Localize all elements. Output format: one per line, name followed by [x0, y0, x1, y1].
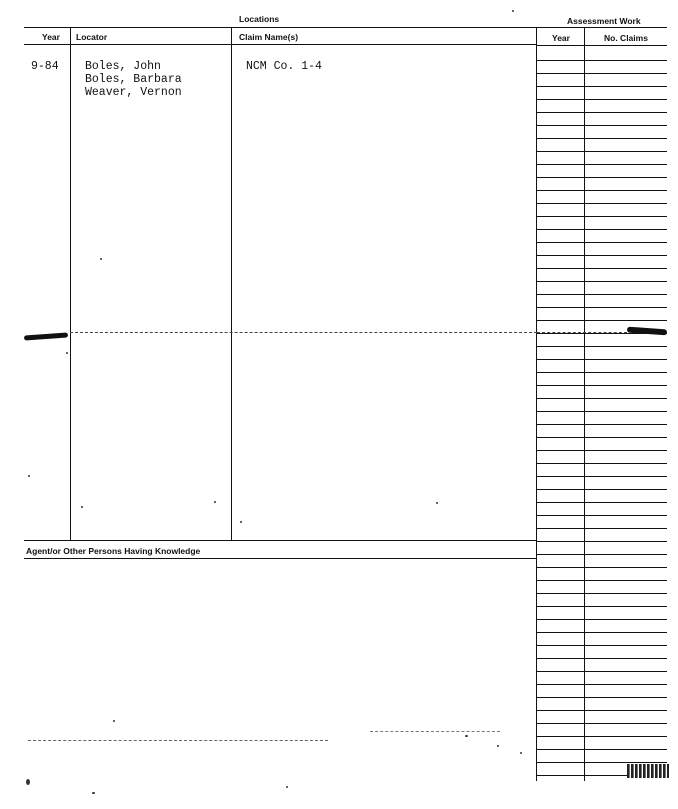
ledger-row-line	[537, 671, 667, 672]
agent-section-label: Agent/or Other Persons Having Knowledge	[26, 546, 201, 556]
speck	[512, 10, 514, 12]
ledger-row-line	[537, 281, 667, 282]
divider-claims-aw	[536, 27, 537, 781]
ledger-row-line	[537, 60, 667, 61]
divider-year-locator	[70, 27, 71, 540]
ledger-row-line	[537, 723, 667, 724]
ledger-row-line	[537, 567, 667, 568]
assessment-work-header: Assessment Work	[567, 16, 641, 26]
table-bottom-rule	[24, 540, 537, 541]
locator-line: Boles, John	[85, 60, 161, 73]
ledger-row-line	[537, 359, 667, 360]
ledger-row-line	[537, 151, 667, 152]
ledger-row-line	[537, 385, 667, 386]
ledger-row-line	[537, 177, 667, 178]
ledger-row-line	[537, 229, 667, 230]
ledger-row-line	[537, 424, 667, 425]
ledger-row-line	[537, 762, 667, 763]
ledger-row-line	[537, 346, 667, 347]
speck	[92, 792, 95, 794]
ledger-row-line	[537, 203, 667, 204]
claim-name: NCM Co. 1-4	[246, 60, 322, 73]
record-year: 9-84	[31, 60, 59, 73]
divider-locator-claims	[231, 27, 232, 540]
ledger-row-line	[537, 99, 667, 100]
ledger-row-line	[537, 528, 667, 529]
ledger-row-line	[537, 684, 667, 685]
ledger-row-line	[537, 268, 667, 269]
ledger-row-line	[537, 463, 667, 464]
speck	[240, 521, 242, 523]
speck	[28, 475, 30, 477]
ledger-row-line	[537, 593, 667, 594]
ledger-row-line	[537, 515, 667, 516]
ledger-row-line	[537, 710, 667, 711]
ledger-row-line	[537, 489, 667, 490]
col-header-locator: Locator	[76, 32, 108, 42]
header-rule	[24, 44, 537, 45]
divider-aw-year-claims	[584, 27, 585, 781]
locations-header: Locations	[239, 14, 280, 24]
col-header-no-claims: No. Claims	[604, 33, 648, 43]
speck	[286, 786, 288, 788]
ledger-row-line	[537, 450, 667, 451]
ledger-row-line	[537, 242, 667, 243]
ledger-row-line	[537, 372, 667, 373]
ledger-row-line	[537, 307, 667, 308]
ledger-row-line	[537, 554, 667, 555]
speck	[465, 735, 468, 737]
ledger-row-line	[537, 619, 667, 620]
ledger-row-line	[537, 476, 667, 477]
ledger-row-line	[537, 164, 667, 165]
ledger-row-line	[537, 749, 667, 750]
aw-header-rule	[537, 45, 667, 46]
col-header-claim-names: Claim Name(s)	[239, 32, 299, 42]
speck	[100, 258, 102, 260]
ledger-row-line	[537, 255, 667, 256]
ledger-row-line	[537, 411, 667, 412]
speck	[113, 720, 115, 722]
ledger-row-line	[537, 125, 667, 126]
locator-line: Boles, Barbara	[85, 73, 182, 86]
ledger-row-line	[537, 697, 667, 698]
speck	[436, 502, 438, 504]
ledger-row-line	[537, 112, 667, 113]
ledger-row-line	[537, 437, 667, 438]
corner-stamp	[627, 764, 669, 778]
speck	[81, 506, 83, 508]
ledger-row-line	[537, 294, 667, 295]
col-header-aw-year: Year	[552, 33, 570, 43]
top-rule	[24, 27, 667, 28]
ledger-row-line	[537, 632, 667, 633]
ledger-row-line	[537, 86, 667, 87]
col-header-year: Year	[42, 32, 60, 42]
fold-line	[70, 332, 537, 333]
agent-section-rule	[24, 558, 537, 559]
ledger-row-line	[537, 502, 667, 503]
ledger-row-line	[537, 320, 667, 321]
ledger-row-line	[537, 606, 667, 607]
speck	[497, 745, 499, 747]
ledger-row-line	[537, 736, 667, 737]
speck	[214, 501, 216, 503]
ledger-row-line	[537, 645, 667, 646]
speck	[66, 352, 68, 354]
ledger-row-line	[537, 73, 667, 74]
bottom-broken-line	[370, 731, 500, 732]
ledger-row-line	[537, 658, 667, 659]
ledger-row-line	[537, 333, 667, 334]
ledger-row-line	[537, 398, 667, 399]
locator-line: Weaver, Vernon	[85, 86, 182, 99]
ledger-row-line	[537, 541, 667, 542]
ledger-row-line	[537, 190, 667, 191]
ledger-row-line	[537, 216, 667, 217]
bottom-broken-line	[28, 740, 328, 741]
speck	[26, 779, 30, 785]
ledger-row-line	[537, 138, 667, 139]
speck	[520, 752, 522, 754]
edge-mark-left	[24, 332, 68, 340]
ledger-row-line	[537, 580, 667, 581]
edge-mark-right	[627, 327, 667, 336]
